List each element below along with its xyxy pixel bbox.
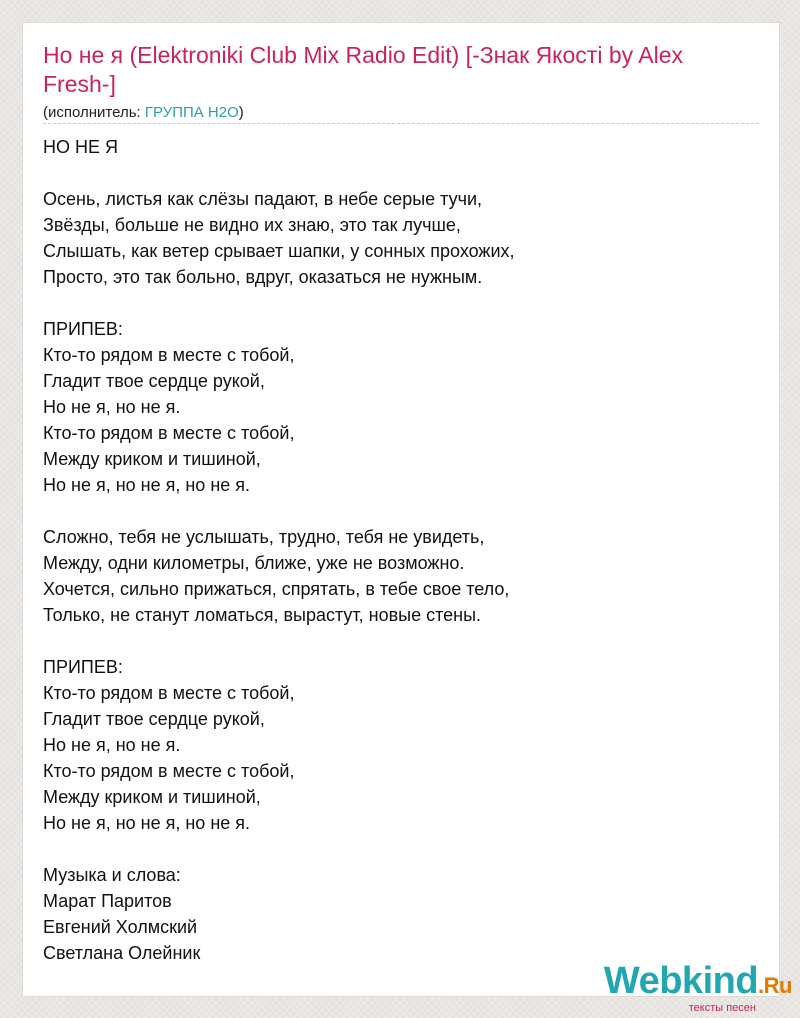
divider bbox=[43, 123, 759, 124]
lyric-line: Но не я, но не я. bbox=[43, 397, 181, 417]
lyric-line: Осень, листья как слёзы падают, в небе серые тучи, bbox=[43, 189, 483, 209]
artist-prefix: (исполнитель: bbox=[43, 104, 145, 121]
logo-suffix: .Ru bbox=[758, 973, 792, 998]
lyric-line: Между криком и тишиной, bbox=[43, 787, 261, 807]
lyric-blank-line bbox=[43, 290, 515, 316]
logo-name: Webkind bbox=[603, 960, 759, 1002]
lyric-line: Только, не станут ломаться, вырастут, новые стены. bbox=[43, 605, 482, 625]
lyric-line: Музыка и слова: bbox=[43, 865, 181, 885]
artist-line bbox=[43, 104, 244, 122]
lyric-line: Между криком и тишиной, bbox=[43, 449, 261, 469]
lyric-line: Светлана Олейник bbox=[43, 943, 201, 963]
logo-wordmark bbox=[604, 962, 792, 1005]
lyric-line: ПРИПЕВ: bbox=[43, 657, 123, 677]
site-logo[interactable] bbox=[604, 962, 792, 1014]
lyric-line: Просто, это так больно, вдруг, оказаться не нужным. bbox=[43, 267, 483, 287]
lyric-line: Но не я, но не я, но не я. bbox=[43, 813, 251, 833]
lyric-blank-line bbox=[43, 498, 515, 524]
lyric-line: Между, одни километры, ближе, уже не возможно. bbox=[43, 553, 465, 573]
lyric-line: Но не я, но не я. bbox=[43, 735, 181, 755]
lyric-line: Евгений Холмский bbox=[43, 917, 198, 937]
artist-suffix: ) bbox=[238, 104, 244, 121]
logo-tagline: тексты песен bbox=[688, 1002, 756, 1014]
lyric-blank-line bbox=[43, 628, 515, 654]
lyric-line: ПРИПЕВ: bbox=[43, 319, 123, 339]
lyrics-card bbox=[22, 22, 780, 997]
song-title: Но не я (Elektroniki Club Mix Radio Edit) [-Знак Якості by Alex Fresh-] bbox=[43, 42, 683, 97]
lyric-line: Хочется, сильно прижаться, спрятать, в тебе свое тело, bbox=[43, 579, 510, 599]
lyric-line: Но не я, но не я, но не я. bbox=[43, 475, 251, 495]
lyric-line: Гладит твое сердце рукой, bbox=[43, 371, 265, 391]
lyrics-text bbox=[43, 134, 515, 966]
lyric-line: Кто-то рядом в месте с тобой, bbox=[43, 683, 295, 703]
lyric-line: Кто-то рядом в месте с тобой, bbox=[43, 423, 295, 443]
lyric-line: Сложно, тебя не услышать, трудно, тебя не увидеть, bbox=[43, 527, 485, 547]
lyric-line: НО НЕ Я bbox=[43, 137, 119, 157]
lyric-blank-line bbox=[43, 160, 515, 186]
lyric-blank-line bbox=[43, 836, 515, 862]
lyric-line: Кто-то рядом в месте с тобой, bbox=[43, 761, 295, 781]
lyric-line: Марат Паритов bbox=[43, 891, 172, 911]
lyric-line: Кто-то рядом в месте с тобой, bbox=[43, 345, 295, 365]
lyric-line: Гладит твое сердце рукой, bbox=[43, 709, 265, 729]
artist-link[interactable]: ГРУППА H2O bbox=[144, 104, 239, 121]
lyric-line: Звёзды, больше не видно их знаю, это так лучше, bbox=[43, 215, 461, 235]
lyric-line: Слышать, как ветер срывает шапки, у сонных прохожих, bbox=[43, 241, 515, 261]
